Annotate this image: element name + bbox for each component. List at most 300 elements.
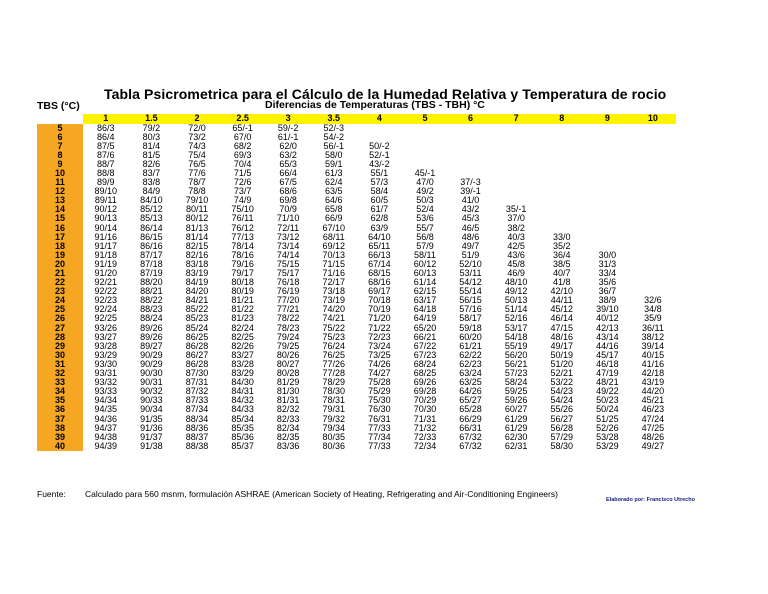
table-cell: 79/25 [276, 341, 300, 351]
table-cell: 54/18 [504, 332, 528, 342]
table-cell: 81/22 [231, 305, 254, 315]
table-cell: 80/35 [322, 432, 346, 442]
table-cell: 64/26 [459, 387, 482, 397]
row-header-tbs: 17 [37, 233, 83, 242]
table-cell [493, 124, 539, 133]
table-cell: 62/15 [413, 287, 437, 297]
table-row [37, 169, 676, 178]
table-cell: 50/19 [550, 350, 573, 360]
table-cell: 78/30 [322, 387, 346, 397]
table-cell: 53/28 [596, 432, 619, 442]
table-cell: 76/5 [188, 159, 206, 169]
table-cell: 45/12 [550, 305, 573, 315]
row-header-tbs: 22 [37, 278, 83, 287]
table-cell: 38/2 [507, 223, 525, 233]
table-cell: 83/7 [142, 168, 161, 178]
table-cell: 80/11 [186, 205, 208, 215]
table-cell: 90/29 [140, 350, 163, 360]
row-header-tbs: 6 [37, 133, 83, 142]
table-cell [585, 169, 631, 178]
table-cell: 84/33 [231, 405, 254, 415]
table-cell [630, 251, 676, 260]
table-cell: 93/28 [94, 341, 118, 351]
table-cell: 82/34 [276, 423, 300, 433]
table-cell: 41/16 [641, 359, 665, 369]
table-cell: 68/16 [368, 278, 391, 288]
table-cell: 62/8 [370, 214, 389, 224]
table-cell: 72/17 [322, 278, 346, 288]
row-header-tbs: 32 [37, 369, 83, 378]
table-cell: 41/8 [552, 278, 571, 288]
table-cell [585, 124, 631, 133]
table-cell: 57/16 [459, 305, 482, 315]
table-cell: 87/33 [185, 396, 209, 406]
table-cell: 73/19 [322, 296, 346, 306]
table-cell: 88/24 [140, 314, 163, 324]
table-cell: 33/4 [598, 269, 617, 278]
table-cell: 57/9 [416, 241, 434, 251]
table-cell: 85/13 [140, 214, 163, 224]
table-cell: 79/31 [322, 405, 346, 415]
column-header: 2.5 [220, 114, 266, 124]
table-row [37, 151, 676, 160]
table-cell: 86/3 [97, 123, 115, 133]
table-cell: 50/24 [596, 405, 619, 415]
table-cell: 43/14 [596, 332, 619, 342]
table-cell: 47/19 [596, 369, 619, 379]
table-cell: 45/8 [507, 259, 525, 269]
table-cell [585, 214, 631, 223]
row-header-tbs: 9 [37, 160, 83, 169]
table-row [37, 305, 676, 314]
table-cell: 94/37 [94, 423, 118, 433]
table-cell [493, 160, 539, 169]
row-header-tbs: 7 [37, 142, 83, 151]
table-row [37, 187, 676, 196]
table-cell: 86/28 [185, 341, 209, 351]
table-cell: 78/14 [231, 241, 254, 251]
row-header-tbs: 11 [37, 178, 83, 187]
table-cell: 63/9 [370, 223, 389, 233]
table-cell: 90/30 [140, 369, 163, 379]
table-cell [448, 142, 494, 151]
table-cell: 42/5 [507, 241, 525, 251]
table-cell: 80/3 [142, 132, 161, 142]
table-cell: 61/21 [459, 341, 482, 351]
table-cell: 84/31 [231, 387, 254, 397]
table-cell: 64/19 [413, 314, 437, 324]
row-header-tbs: 35 [37, 396, 83, 405]
table-cell: 77/33 [368, 423, 391, 433]
table-cell: 87/19 [140, 269, 163, 278]
row-header-tbs: 38 [37, 424, 83, 433]
table-cell: 71/20 [368, 314, 391, 324]
table-cell: 81/31 [276, 396, 300, 406]
table-cell: 63/17 [413, 296, 437, 306]
table-cell: 65/27 [459, 396, 482, 406]
table-row [37, 351, 676, 360]
table-cell: 69/17 [368, 287, 391, 297]
table-cell: 58/30 [550, 441, 573, 451]
table-row [37, 296, 676, 305]
table-cell: 72/23 [368, 332, 391, 342]
table-cell: 75/30 [368, 396, 391, 406]
table-cell: 78/7 [188, 178, 206, 188]
table-cell: 75/23 [322, 332, 346, 342]
table-cell: 58/0 [325, 150, 343, 160]
table-cell: 89/10 [94, 187, 118, 197]
table-cell: 76/25 [322, 350, 346, 360]
table-cell: 58/24 [504, 378, 528, 388]
table-cell: 49/17 [550, 341, 573, 351]
table-cell: 52/16 [504, 314, 528, 324]
table-cell: 72/34 [413, 441, 437, 451]
table-cell: 52/21 [550, 369, 573, 379]
table-cell [448, 151, 494, 160]
table-cell [585, 160, 631, 169]
table-cell [630, 205, 676, 214]
table-cell: 71/31 [413, 414, 437, 424]
table-row [37, 369, 676, 378]
table-cell: 44/11 [550, 296, 573, 306]
table-cell: 33/0 [552, 232, 571, 242]
table-cell: 39/10 [596, 305, 619, 315]
row-header-tbs: 23 [37, 287, 83, 296]
table-cell: 50/13 [504, 296, 528, 306]
table-row [37, 360, 676, 369]
table-cell: 82/35 [276, 432, 300, 442]
table-cell: 36/11 [641, 323, 664, 333]
table-cell [448, 160, 494, 169]
table-cell: 87/32 [185, 387, 209, 397]
table-cell: 32/6 [644, 296, 662, 306]
table-cell: 77/6 [188, 168, 206, 178]
table-cell: 87/5 [97, 141, 115, 151]
table-row [37, 342, 676, 351]
table-cell: 83/19 [185, 269, 209, 278]
table-cell: 47/24 [641, 414, 665, 424]
table-row [37, 442, 676, 451]
column-header: 3 [265, 114, 311, 124]
table-cell [493, 178, 539, 187]
table-cell: 72/11 [277, 223, 300, 233]
table-cell: 90/14 [94, 223, 118, 233]
table-cell [630, 260, 676, 269]
table-cell: 64/10 [368, 232, 391, 242]
table-cell: 53/6 [416, 214, 434, 224]
table-cell: 67/32 [459, 441, 482, 451]
table-cell: 77/21 [276, 305, 300, 315]
table-cell: 80/28 [276, 369, 300, 379]
column-header: 5 [402, 114, 448, 124]
table-cell: 55/19 [504, 341, 528, 351]
table-cell [539, 142, 585, 151]
table-cell: 70/30 [413, 405, 437, 415]
table-cell: 38/5 [552, 259, 571, 269]
table-row [37, 251, 676, 260]
table-cell: 77/28 [322, 369, 346, 379]
table-cell: 79/32 [322, 414, 346, 424]
table-cell: 84/10 [140, 196, 163, 206]
table-cell [585, 133, 631, 142]
table-cell [539, 160, 585, 169]
table-cell: 84/30 [231, 378, 254, 388]
table-cell: 77/33 [368, 441, 391, 451]
table-cell: 54/23 [550, 387, 573, 397]
row-header-tbs: 20 [37, 260, 83, 269]
table-cell: 94/39 [94, 441, 118, 451]
table-row [37, 269, 676, 278]
table-cell: 72/33 [413, 432, 437, 442]
table-cell: 81/29 [276, 378, 300, 388]
table-cell: 34/8 [644, 305, 662, 315]
column-header: 4 [357, 114, 403, 124]
table-cell: 47/25 [641, 423, 665, 433]
table-cell: 88/34 [185, 414, 209, 424]
table-cell: 78/22 [276, 314, 300, 324]
table-cell: 73/24 [368, 341, 391, 351]
table-cell: 64/6 [325, 196, 343, 206]
table-cell: 46/23 [641, 405, 665, 415]
table-cell: 73/14 [276, 241, 300, 251]
table-cell [585, 196, 631, 205]
table-cell: 49/2 [416, 187, 434, 197]
table-cell: 91/17 [94, 241, 118, 251]
table-cell: 83/29 [231, 369, 254, 379]
table-cell: 86/15 [140, 232, 163, 242]
table-row [37, 378, 676, 387]
table-cell: 66/13 [368, 250, 391, 260]
table-cell: 91/37 [140, 432, 163, 442]
table-cell: 90/33 [140, 396, 163, 406]
table-cell: 66/31 [459, 423, 482, 433]
table-cell: 50/3 [416, 196, 434, 206]
table-cell: 87/18 [140, 259, 163, 269]
table-cell [630, 178, 676, 187]
table-cell [539, 133, 585, 142]
row-header-tbs: 18 [37, 242, 83, 251]
table-cell: 76/24 [322, 341, 346, 351]
table-cell: 89/27 [140, 341, 163, 351]
table-cell [630, 124, 676, 133]
table-cell: 48/6 [461, 232, 480, 242]
column-header: 9 [585, 114, 631, 124]
table-cell: 30/0 [598, 250, 617, 260]
table-cell: 70/13 [322, 250, 346, 260]
table-cell: 85/36 [231, 432, 254, 442]
table-cell: 74/3 [188, 141, 206, 151]
table-cell: 73/2 [188, 132, 206, 142]
table-cell: 55/14 [459, 287, 482, 297]
table-cell: 62/0 [279, 141, 297, 151]
table-cell [402, 151, 448, 160]
table-cell: 81/23 [231, 314, 254, 324]
table-cell: 48/10 [504, 278, 528, 288]
table-cell [539, 214, 585, 223]
table-cell: 53/11 [459, 269, 482, 278]
table-cell: 90/34 [140, 405, 163, 415]
table-cell: 49/22 [596, 387, 619, 397]
table-cell [357, 124, 403, 133]
table-cell: 72/6 [233, 178, 252, 188]
table-row [37, 133, 676, 142]
table-cell: 81/5 [142, 150, 161, 160]
table-cell: 94/36 [94, 414, 118, 424]
table-cell [585, 242, 631, 251]
table-cell: 79/34 [322, 423, 346, 433]
table-cell: 65/28 [459, 405, 482, 415]
source-label: Fuente: [37, 489, 66, 499]
table-cell: 48/21 [596, 378, 619, 388]
table-cell: 87/31 [185, 378, 209, 388]
table-cell: 70/4 [233, 159, 252, 169]
table-cell: 81/14 [185, 232, 209, 242]
table-cell: 93/26 [94, 323, 118, 333]
row-header-tbs: 34 [37, 387, 83, 396]
table-cell [630, 133, 676, 142]
table-cell: 74/14 [276, 250, 300, 260]
table-cell: 88/7 [97, 159, 115, 169]
table-cell: 58/11 [414, 250, 436, 260]
table-row [37, 214, 676, 223]
table-row [37, 160, 676, 169]
table-cell [402, 124, 448, 133]
table-cell: 69/12 [322, 241, 346, 251]
table-cell: 45/17 [596, 350, 619, 360]
table-cell: 67/22 [413, 341, 437, 351]
table-row [37, 387, 676, 396]
row-header-tbs: 15 [37, 214, 83, 223]
table-cell: 90/12 [94, 205, 118, 215]
table-cell: 82/32 [276, 405, 300, 415]
table-cell: 76/12 [231, 223, 254, 233]
table-cell: 46/5 [461, 223, 480, 233]
table-cell [630, 151, 676, 160]
table-cell: 77/26 [322, 359, 346, 369]
table-cell: 79/16 [231, 259, 254, 269]
table-cell: 60/5 [370, 196, 389, 206]
table-cell: 78/31 [322, 396, 346, 406]
table-cell [630, 224, 676, 233]
column-header: 3.5 [311, 114, 357, 124]
table-cell: 75/28 [368, 378, 391, 388]
table-cell: 91/35 [140, 414, 163, 424]
table-cell: 89/26 [140, 323, 163, 333]
table-cell: 73/18 [322, 287, 346, 297]
table-cell: 53/17 [504, 323, 528, 333]
table-cell: 59/1 [325, 159, 343, 169]
table-cell: 92/21 [94, 278, 118, 288]
table-cell [630, 160, 676, 169]
table-row [37, 205, 676, 214]
table-cell: 53/29 [596, 441, 619, 451]
page-title: Tabla Psicrometrica para el Cálculo de la Humedad Relativa y Temperatura de rocio [104, 86, 667, 102]
table-cell: 71/15 [322, 259, 346, 269]
psychrometric-table [37, 114, 676, 451]
table-cell: 91/18 [94, 250, 118, 260]
table-cell: 40/15 [641, 350, 665, 360]
table-cell: 59/-2 [277, 123, 299, 133]
table-cell: 85/23 [185, 314, 209, 324]
table-cell: 90/32 [140, 387, 163, 397]
table-cell: 42/13 [596, 323, 619, 333]
table-cell [493, 142, 539, 151]
table-cell: 81/30 [276, 387, 300, 397]
table-cell: 51/20 [550, 359, 573, 369]
table-cell: 91/19 [94, 259, 118, 269]
table-cell: 89/26 [140, 332, 163, 342]
table-cell: 54/24 [550, 396, 573, 406]
table-cell: 50/-2 [369, 141, 390, 151]
row-header-tbs: 24 [37, 296, 83, 305]
table-cell: 85/22 [185, 305, 209, 315]
table-cell: 78/16 [231, 250, 254, 260]
table-cell: 40/7 [552, 269, 571, 278]
table-cell: 55/7 [416, 223, 434, 233]
table-cell: 36/7 [598, 287, 617, 297]
table-cell: 75/22 [322, 323, 346, 333]
table-cell: 68/6 [279, 187, 297, 197]
table-cell: 88/22 [140, 296, 163, 306]
table-cell: 83/8 [142, 178, 161, 188]
table-cell: 43/-2 [369, 159, 390, 169]
row-header-tbs: 5 [37, 124, 83, 133]
table-cell: 56/15 [459, 296, 482, 306]
table-cell: 65/11 [368, 241, 391, 251]
table-cell: 57/23 [504, 369, 528, 379]
table-cell: 63/25 [459, 378, 482, 388]
table-cell: 40/12 [596, 314, 619, 324]
table-cell [448, 124, 494, 133]
row-header-tbs: 19 [37, 251, 83, 260]
table-cell: 94/35 [94, 405, 118, 415]
table-cell: 81/4 [142, 141, 161, 151]
table-cell: 94/38 [94, 432, 118, 442]
table-cell [448, 169, 494, 178]
table-cell: 89/9 [97, 178, 115, 188]
table-cell: 67/23 [413, 350, 437, 360]
table-cell: 66/29 [459, 414, 482, 424]
table-cell: 62/23 [459, 359, 482, 369]
table-cell: 68/24 [413, 359, 437, 369]
table-cell: 73/7 [233, 187, 252, 197]
table-cell: 85/37 [231, 441, 254, 451]
table-cell: 66/21 [413, 332, 437, 342]
table-cell: 79/24 [276, 332, 300, 342]
table-cell: 37/0 [507, 214, 525, 224]
table-cell: 70/18 [368, 296, 391, 306]
table-row [37, 260, 676, 269]
table-cell: 83/28 [231, 359, 254, 369]
table-cell: 59/18 [459, 323, 482, 333]
table-cell: 86/16 [140, 241, 163, 251]
table-cell [539, 169, 585, 178]
table-cell: 76/11 [231, 214, 254, 224]
table-cell: 93/33 [94, 387, 118, 397]
table-corner [37, 114, 83, 124]
table-cell: 88/37 [185, 432, 209, 442]
table-cell: 79/2 [142, 123, 161, 133]
table-cell [585, 151, 631, 160]
row-header-tbs: 25 [37, 305, 83, 314]
table-cell [493, 133, 539, 142]
table-cell: 49/12 [504, 287, 528, 297]
table-cell [630, 142, 676, 151]
table-cell [539, 124, 585, 133]
table-cell: 56/27 [550, 414, 573, 424]
table-cell: 84/32 [231, 396, 254, 406]
table-cell: 71/16 [322, 269, 346, 278]
